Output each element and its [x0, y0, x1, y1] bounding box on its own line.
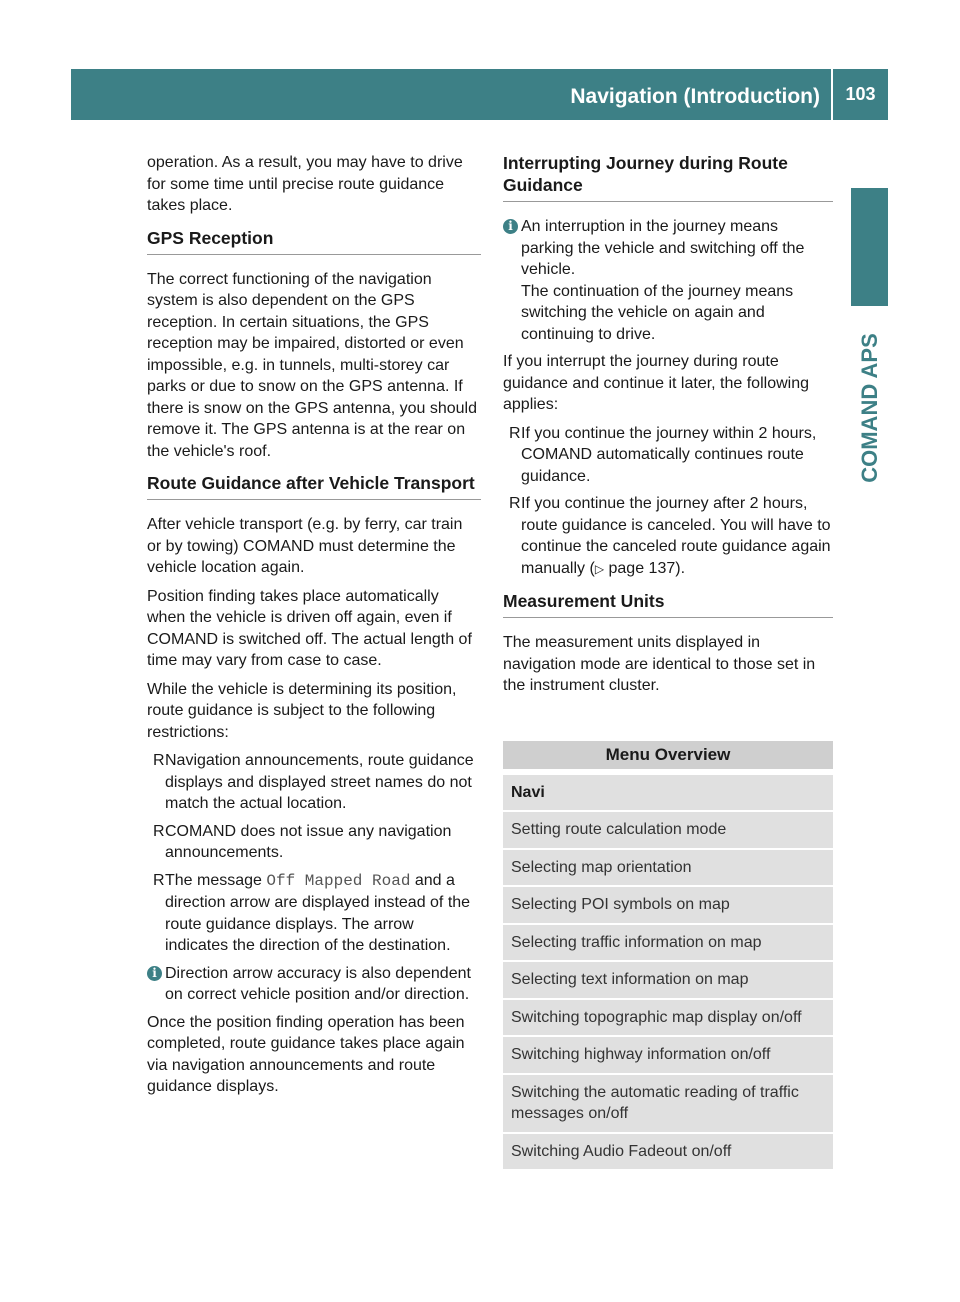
- table-row: Selecting POI symbols on map: [503, 887, 833, 923]
- info-icon: i: [147, 966, 162, 981]
- page-reference[interactable]: page 137: [608, 559, 676, 577]
- display-message: Off Mapped Road: [266, 871, 411, 890]
- table-row: Setting route calculation mode: [503, 812, 833, 848]
- info-note: i An interruption in the journey means parking the vehicle and switching off the vehicle. The continuation of the journey means switching the vehicle on again and continuing to drive.: [503, 216, 833, 345]
- transport-paragraph-1: After vehicle transport (e.g. by ferry, car train or by towing) COMAND must determine the vehicle location again.: [147, 516, 463, 576]
- table-row: Switching Audio Fadeout on/off: [503, 1134, 833, 1170]
- list-item: R If you continue the journey within 2 hours, COMAND automatically continues route guidance.: [509, 424, 817, 485]
- table-row: Selecting traffic information on map: [503, 925, 833, 961]
- intro-paragraph: operation. As a result, you may have to drive for some time until precise route guidance takes place.: [147, 154, 463, 214]
- interrupt-paragraph: If you interrupt the journey during route guidance and continue it later, the following applies:: [503, 353, 809, 413]
- chapter-tab: [851, 188, 888, 306]
- gps-paragraph: The correct functioning of the navigation system is also dependent on the GPS reception. In certain situations, the GPS reception may be impaired, distorted or even impossible, e.g. in tunnels, multi-storey car parks or due to snow on the GPS antenna. If there is snow on the GPS antenna, you should remove it. The GPS antenna is at the rear on the vehicle's roof.: [147, 270, 477, 460]
- page-ref-arrow-icon: ▷: [594, 561, 605, 576]
- right-column: [503, 152, 833, 1171]
- bullet-icon: R: [509, 495, 521, 512]
- list-item: R The message Off Mapped Road and a direction arrow are displayed instead of the route guidance displays. The arrow indicates the direction of the destination.: [153, 871, 471, 954]
- info-icon: i: [503, 219, 518, 234]
- bullet-icon: R: [153, 871, 165, 889]
- gps-heading: GPS Reception: [147, 227, 481, 255]
- transport-paragraph-2: Position finding takes place automatically when the vehicle is driven off again, even if COMAND is switched off. The actual length of time may vary from case to case.: [147, 587, 472, 669]
- bullet-icon: R: [153, 752, 165, 769]
- table-row: Selecting map orientation: [503, 850, 833, 886]
- interrupt-heading: Interrupting Journey during Route Guidance: [503, 152, 833, 202]
- menu-title: Menu Overview: [503, 741, 833, 769]
- table-row: Switching topographic map display on/off: [503, 1000, 833, 1036]
- chapter-label: COMAND APS: [856, 333, 882, 483]
- closing-paragraph: Once the position finding operation has been completed, route guidance takes place again via navigation announcements and route guidance displays.: [147, 1013, 465, 1095]
- header-bar: [71, 69, 888, 120]
- list-item: R If you continue the journey after 2 hours, route guidance is canceled. You will have to continue the canceled route guidance again manually (▷ page 137).: [509, 495, 831, 577]
- units-paragraph: The measurement units displayed in navigation mode are identical to those set in the instrument cluster.: [503, 634, 816, 694]
- info-note: i Direction arrow accuracy is also dependent on correct vehicle position and/or direction.: [147, 963, 481, 1006]
- table-row: Switching the automatic reading of traffic messages on/off: [503, 1075, 833, 1132]
- units-heading: Measurement Units: [503, 590, 833, 618]
- bullet-icon: R: [153, 822, 165, 840]
- list-item: R COMAND does not issue any navigation announcements.: [153, 822, 452, 861]
- table-row: Switching highway information on/off: [503, 1037, 833, 1073]
- menu-overview-table: [503, 741, 833, 1170]
- list-item: R Navigation announcements, route guidance displays and displayed street names do not match the actual location.: [153, 752, 474, 812]
- transport-paragraph-3: While the vehicle is determining its position, route guidance is subject to the following restrictions:: [147, 680, 457, 741]
- section-title: Navigation (Introduction): [570, 69, 833, 120]
- menu-header: Navi: [503, 775, 833, 811]
- left-column: [147, 152, 481, 1105]
- transport-heading: Route Guidance after Vehicle Transport: [147, 472, 481, 500]
- table-row: Selecting text information on map: [503, 962, 833, 998]
- bullet-icon: R: [509, 424, 521, 442]
- page-number: 103: [845, 84, 876, 104]
